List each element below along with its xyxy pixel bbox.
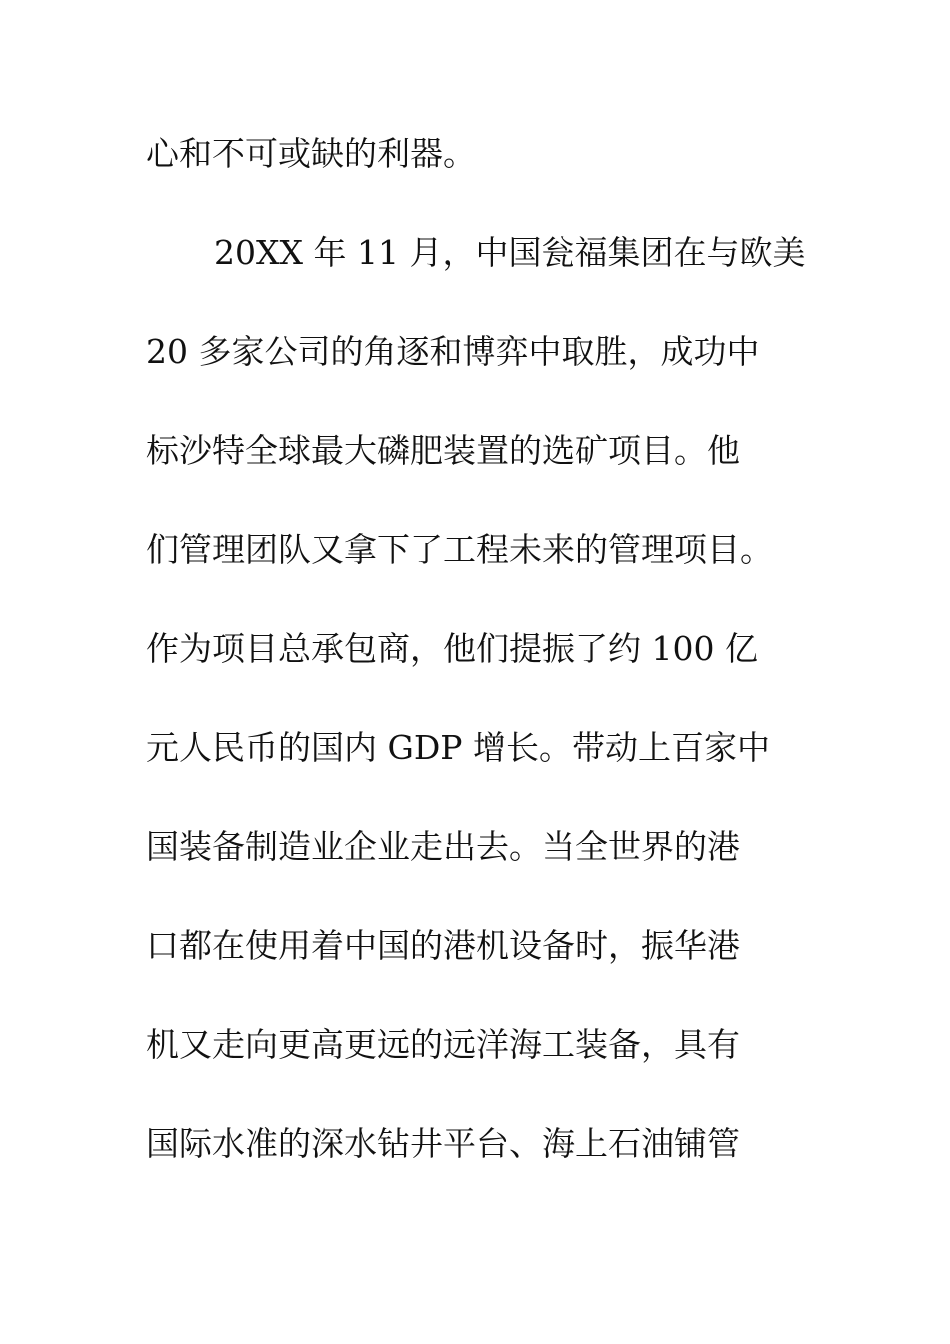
body-text xyxy=(146,120,826,1209)
text-line: 元人民币的国内 GDP 增长。带动上百家中 xyxy=(146,728,771,767)
text-line: 国际水准的深水钻井平台、海上石油铺管 xyxy=(146,1124,740,1163)
text-line: 国装备制造业企业走出去。当全世界的港 xyxy=(146,827,740,866)
text-line: 作为项目总承包商，他们提振了约 100 亿 xyxy=(146,629,758,668)
text-line: 20 多家公司的角逐和博弈中取胜，成功中 xyxy=(146,332,760,371)
text-line: 们管理团队又拿下了工程未来的管理项目。 xyxy=(146,530,773,569)
text-line: 口都在使用着中国的港机设备时，振华港 xyxy=(146,926,740,965)
text-line: 心和不可或缺的利器。 xyxy=(146,134,476,173)
text-line: 机又走向更高更远的远洋海工装备，具有 xyxy=(146,1025,740,1064)
text-line: 标沙特全球最大磷肥装置的选矿项目。他 xyxy=(146,431,740,470)
paragraph-start-line: 20XX 年 11 月，中国瓮福集团在与欧美 xyxy=(214,233,806,272)
